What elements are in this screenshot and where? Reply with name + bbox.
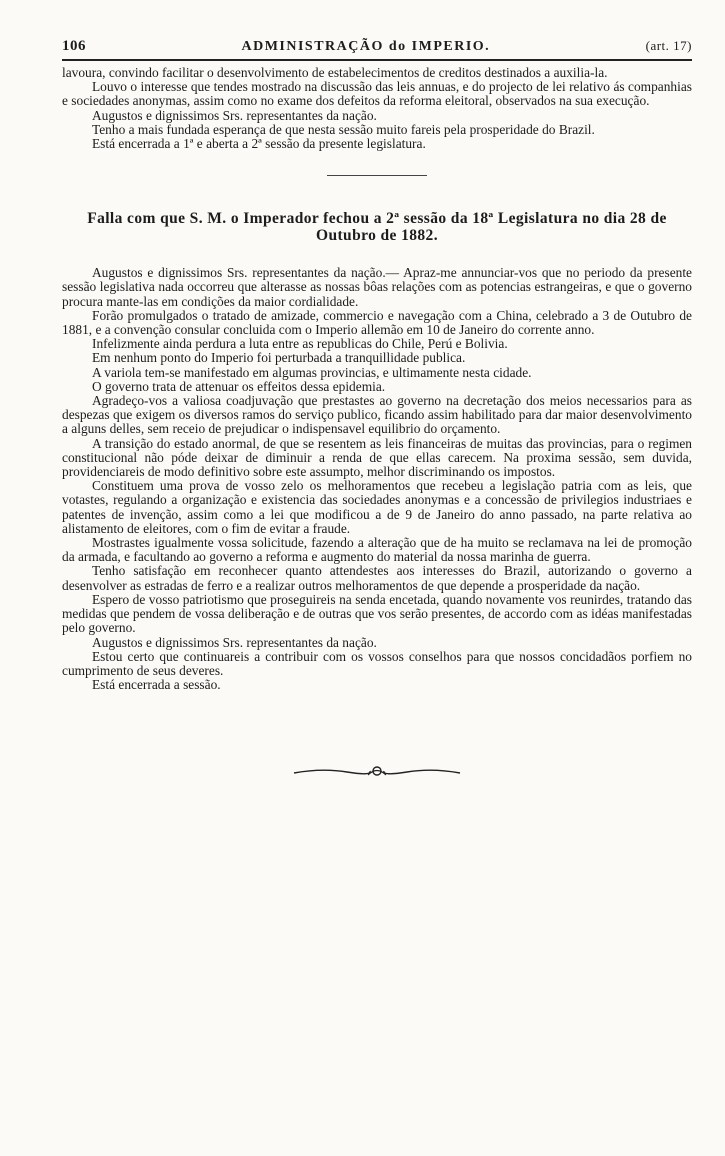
paragraph: Estou certo que continuareis a contribuir com os vossos conselhos para que nossos concidadãos porfiem no cumprimento de seus deveres. [62,648,692,678]
paragraph: Está encerrada a sessão. [92,677,221,693]
paragraph: A variola tem-se manifestado em algumas provincias, e ultimamente nesta cidade. [92,364,532,380]
paragraph: lavoura, convindo facilitar o desenvolvimento de estabelecimentos de creditos destinados a auxilia-la. [62,65,608,80]
paragraph: Augustos e dignissimos Srs. representantes da nação. [92,634,377,650]
page-number: 106 [62,38,86,54]
speech-heading: Falla com que S. M. o Imperador fechou a 2ª sessão da 18ª Legislatura no dia 28 de Outubro de 1882. [87,210,667,245]
paragraph: Tenho satisfação em reconhecer quanto attendestes aos interesses do Brazil, autorizando o governo a desenvolver as estradas de ferro e a realizar outros melhoramentos de que depende a prosperidade da nação. [62,563,692,593]
paragraph: Em nenhum ponto do Imperio foi perturbada a tranquillidade publica. [92,350,466,366]
page [62,38,692,785]
paragraph: Infelizmente ainda perdura a luta entre as republicas do Chile, Perú e Bolivia. [92,336,508,352]
article-reference: (art. 17) [645,38,692,53]
section-closing-speech-1881 [62,66,692,151]
end-ornament [62,762,692,785]
section-divider [327,175,427,176]
paragraph: Constituem uma prova de vosso zelo os melhoramentos que recebeu a legislação patria com as leis, que votastes, regulando a organização e existencia das sociedades anonymas e a concessão de privilegios industriaes e patentes de invenção, assim como a lei que modificou a de 9 de Janeiro do anno passado, na parte relativa ao alistamento de eleitores, com o fim de evitar a fraude. [62,478,692,536]
paragraph: Louvo o interesse que tendes mostrado na discussão das leis annuas, e do projecto de lei relativo ás companhias e sociedades anonymas, assim como no exame dos defeitos da reforma eleitoral, observados na sua execução. [62,79,692,109]
paragraph: Agradeço-vos a valiosa coadjuvação que prestastes ao governo na decretação dos meios necessarios para as despezas que exigem os diversos ramos do serviço publico, ficando assim habilitado para dar maior desenvolvimento a alguns delles, sem receio de prejudicar o indispensavel equilibrio do orçamento. [62,393,692,437]
paragraph: Augustos e dignissimos Srs. representantes da nação.— Apraz-me annunciar-vos que no periodo da presente sessão legislativa nada occorreu que alterasse as nossas bôas relações com as potencias estrangeiras, e que o governo procura mante-las em condições da maior cordialidade. [62,265,692,309]
running-title: ADMINISTRAÇÃO do IMPERIO. [241,39,491,54]
paragraph: A transição do estado anormal, de que se resentem as leis financeiras de muitas das provincias, para o regimen constitucional não póde deixar de diminuir a renda de que ellas carecem. Na proxima sessão, sem duvida, providenciareis de modo definitivo sobre este assumpto, melhor discriminando os impostos. [62,435,692,480]
paragraph: Forão promulgados o tratado de amizade, commercio e navegação com a China, celebrado a 3 de Outubro de 1881, e a convenção consular concluida com o Imperio allemão em 10 de Janeiro do corrente anno. [62,307,692,338]
paragraph: Mostrastes igualmente vossa solicitude, fazendo a alteração que de ha muito se reclamava na lei de promoção da armada, e facultando ao governo a reforma e augmento do material da nossa marinha de guerra. [62,535,692,565]
paragraph: Espero de vosso patriotismo que proseguireis na senda encetada, quando novamente vos reunirdes, tratando das medidas que pendem de vossa deliberação e de outras que vos serão presentes, de accordo com as idéas manifestadas pelo governo. [62,591,692,636]
paragraph: Augustos e dignissimos Srs. representantes da nação. [92,107,377,123]
section-closing-speech-1882 [62,266,692,692]
flourish-icon [292,762,462,780]
paragraph: Tenho a mais fundada esperança de que nesta sessão muito fareis pela prosperidade do Brazil. [92,121,595,137]
paragraph: O governo trata de attenuar os effeitos dessa epidemia. [92,378,386,394]
paragraph: Está encerrada a 1ª e aberta a 2ª sessão da presente legislatura. [92,136,426,152]
running-header [62,38,692,61]
